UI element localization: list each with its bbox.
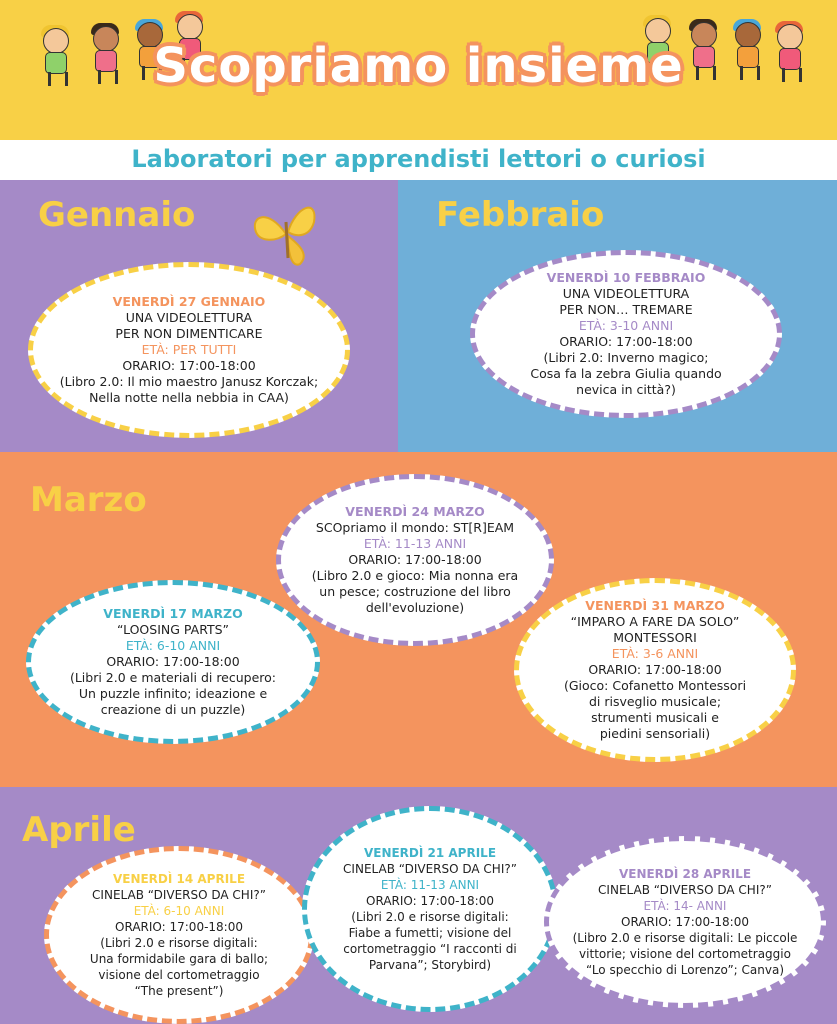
page-title: Scopriamo insieme	[153, 38, 684, 94]
event-time: ORARIO: 17:00-18:00	[106, 654, 240, 669]
event-details: (Libri 2.0 e risorse digitali:	[100, 936, 258, 950]
event-time: ORARIO: 17:00-18:00	[588, 662, 722, 677]
event-age: ETÀ: 6-10 ANNI	[133, 904, 225, 918]
event-details: Nella notte nella nebbia in CAA)	[89, 390, 289, 405]
event-date: VENERDÌ 31 MARZO	[585, 598, 725, 613]
event-details: (Libri 2.0: Inverno magico;	[543, 350, 709, 365]
event-date: VENERDÌ 21 APRILE	[363, 846, 497, 860]
event-title: PER NON DIMENTICARE	[115, 326, 263, 341]
event-age: ETÀ: 14- ANNI	[643, 899, 727, 913]
event-details: Parvana”; Storybird)	[368, 958, 492, 972]
event-details: (Libro 2.0 e gioco: Mia nonna era	[311, 568, 519, 583]
event-title: “LOOSING PARTS”	[116, 622, 230, 637]
event-details: Cosa fa la zebra Giulia quando	[530, 366, 722, 381]
event-date: VENERDÌ 28 APRILE	[618, 867, 752, 881]
event-apr14	[44, 846, 314, 1024]
event-date: VENERDÌ 14 APRILE	[112, 872, 246, 886]
event-time: ORARIO: 17:00-18:00	[115, 920, 243, 934]
event-apr21	[302, 806, 558, 1012]
event-details: (Libri 2.0 e materiali di recupero:	[69, 670, 277, 685]
event-jan27	[28, 262, 350, 438]
event-title: SCOpriamo il mondo: ST[R]EAM	[315, 520, 515, 535]
event-details: (Gioco: Cofanetto Montessori	[563, 678, 747, 693]
event-title: “IMPARO A FARE DA SOLO”	[570, 614, 740, 629]
event-details: (Libri 2.0 e risorse digitali:	[351, 910, 509, 924]
event-age: ETÀ: 11-13 ANNI	[363, 536, 467, 551]
event-time: ORARIO: 17:00-18:00	[559, 334, 693, 349]
month-heading-febbraio: Febbraio	[436, 195, 605, 235]
event-title: UNA VIDEOLETTURA	[562, 286, 690, 301]
event-age: ETÀ: 6-10 ANNI	[125, 638, 221, 653]
event-details: di risveglio musicale;	[588, 694, 722, 709]
event-title: CINELAB “DIVERSO DA CHI?”	[343, 862, 517, 876]
event-details: dell'evoluzione)	[365, 600, 465, 615]
event-time: ORARIO: 17:00-18:00	[348, 552, 482, 567]
page-subtitle: Laboratori per apprendisti lettori o curiosi	[131, 145, 706, 173]
event-details: cortometraggio “I racconti di	[343, 942, 517, 956]
event-details: visione del cortometraggio	[98, 968, 260, 982]
event-details: piedini sensoriali)	[599, 726, 711, 741]
event-details: “Lo specchio di Lorenzo”; Canva)	[585, 963, 785, 977]
event-mar17	[26, 580, 320, 744]
event-details: (Libro 2.0: Il mio maestro Janusz Korczak;	[59, 374, 319, 389]
month-heading-marzo: Marzo	[30, 480, 147, 520]
event-details: “The present”)	[134, 984, 224, 998]
event-apr28	[544, 836, 826, 1008]
event-time: ORARIO: 17:00-18:00	[122, 358, 256, 373]
event-details: Una formidabile gara di ballo;	[89, 952, 269, 966]
event-age: ETÀ: 3-6 ANNI	[611, 646, 699, 661]
event-age: ETÀ: PER TUTTI	[141, 342, 237, 357]
month-heading-aprile: Aprile	[22, 810, 136, 850]
event-date: VENERDÌ 27 GENNAIO	[112, 294, 266, 309]
event-age: ETÀ: 11-13 ANNI	[380, 878, 480, 892]
event-details: creazione di un puzzle)	[100, 702, 246, 717]
event-details: strumenti musicali e	[591, 710, 719, 725]
event-mar31	[514, 578, 796, 762]
event-details: Fiabe a fumetti; visione del	[348, 926, 512, 940]
event-title: CINELAB “DIVERSO DA CHI?”	[92, 888, 266, 902]
event-title: UNA VIDEOLETTURA	[125, 310, 253, 325]
event-details: un pesce; costruzione del libro	[319, 584, 511, 599]
event-age: ETÀ: 3-10 ANNI	[578, 318, 674, 333]
butterfly-icon	[248, 198, 326, 270]
event-date: VENERDÌ 10 FEBBRAIO	[546, 270, 706, 285]
event-details: vittorie; visione del cortometraggio	[579, 947, 791, 961]
event-details: Un puzzle infinito; ideazione e	[78, 686, 268, 701]
event-feb10	[470, 250, 782, 418]
event-time: ORARIO: 17:00-18:00	[366, 894, 494, 908]
event-title: MONTESSORI	[613, 630, 697, 645]
event-date: VENERDÌ 24 MARZO	[345, 504, 485, 519]
event-mar24	[276, 474, 554, 646]
event-title: PER NON… TREMARE	[559, 302, 693, 317]
event-title: CINELAB “DIVERSO DA CHI?”	[598, 883, 772, 897]
event-time: ORARIO: 17:00-18:00	[621, 915, 749, 929]
event-details: (Libro 2.0 e risorse digitali: Le piccole	[572, 931, 798, 945]
event-details: nevica in città?)	[576, 382, 676, 397]
month-heading-gennaio: Gennaio	[38, 195, 196, 235]
event-date: VENERDÌ 17 MARZO	[103, 606, 243, 621]
